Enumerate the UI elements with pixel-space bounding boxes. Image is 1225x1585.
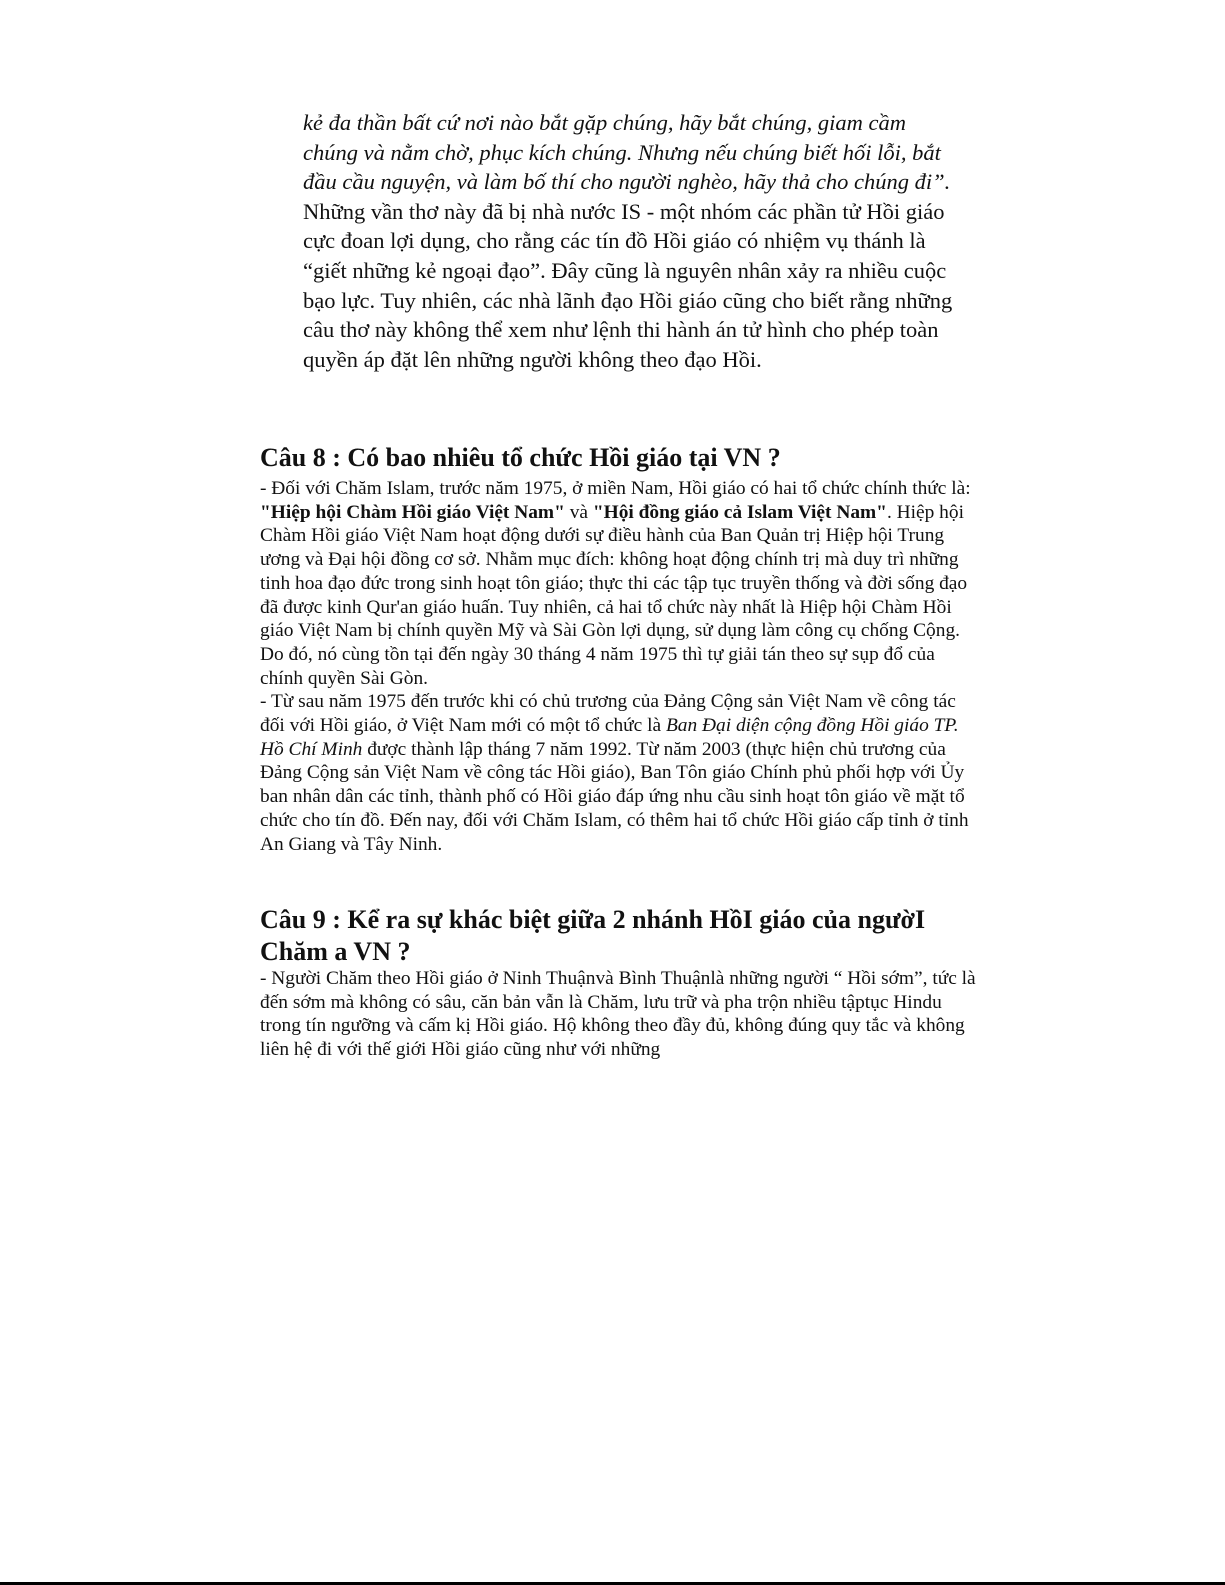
question-9-answer — [260, 967, 980, 1062]
org-name-2: "Hội đồng giáo cả Islam Việt Nam" — [592, 501, 887, 523]
verse-quote-italic: kẻ đa thần bất cứ nơi nào bắt gặp chúng, hãy bắt chúng, giam cầm chúng và nằm chờ, phục kích chúng. Nhưng nếu chúng biết hối lỗi, bắt đầu cầu nguyện, và làm bố thí cho người nghèo, hãy thả cho chúng đi”. — [303, 110, 951, 195]
q8-paragraph-1: - Đối với Chăm Islam, trước năm 1975, ở miền Nam, Hồi giáo có hai tổ chức chính thức là: "Hiệp hội Chàm Hồi giáo Việt Nam" và "Hội đồng giáo cả Islam Việt Nam". Hiệp hội Chàm Hồi giáo Việt Nam hoạt động dưới sự điều hành của Ban Quản trị Hiệp hội Trung ương và Đại hội đồng cơ sở. Nhằm mục đích: không hoạt động chính trị mà duy trì những tinh hoa đạo đức trong sinh hoạt tôn giáo; thực thi các tập tục truyền thống và đời sống đạo đã được kinh Qur'an giáo huấn. Tuy nhiên, cả hai tổ chức này nhất là Hiệp hội Chàm Hồi giáo Việt Nam bị chính quyền Mỹ và Sài Gòn lợi dụng, sử dụng làm công cụ chống Cộng. Do đó, nó cùng tồn tại đến ngày 30 tháng 4 năm 1975 thì tự giải tán theo sự sụp đổ của chính quyền Sài Gòn. — [260, 478, 971, 689]
q8-paragraph-2: - Từ sau năm 1975 đến trước khi có chủ trương của Đảng Cộng sản Việt Nam về công tác đối với Hồi giáo, ở Việt Nam mới có một tổ chức là Ban Đại diện cộng đồng Hồi giáo TP. Hồ Chí Minh được thành lập tháng 7 năm 1992. Từ năm 2003 (thực hiện chủ trương của Đảng Cộng sản Việt Nam về công tác Hồi giáo), Ban Tôn giáo Chính phủ phối hợp với Ủy ban nhân dân các tỉnh, thành phố có Hồi giáo đáp ứng nhu cầu sinh hoạt tôn giáo về mặt tổ chức cho tín đồ. Đến nay, đối với Chăm Islam, có thêm hai tổ chức Hồi giáo cấp tỉnh ở tỉnh An Giang và Tây Ninh. — [260, 691, 969, 855]
question-8-answer — [260, 477, 980, 856]
org-name-hcm: Ban Đại diện cộng đồng Hồi giáo TP. Hồ Chí Minh — [260, 715, 959, 760]
question-9-heading: Câu 9 : Kể ra sự khác biệt giữa 2 nhánh HồI giáo của ngườI Chăm a VN ? — [260, 905, 926, 966]
question-8-heading: Câu 8 : Có bao nhiêu tổ chức Hồi giáo tại VN ? — [260, 443, 781, 472]
org-name-1: "Hiệp hội Chàm Hồi giáo Việt Nam" — [260, 501, 565, 523]
verse-quote-paragraph — [303, 108, 963, 374]
verse-commentary: Những vần thơ này đã bị nhà nước IS - một nhóm các phần tử Hồi giáo cực đoan lợi dụng, cho rằng các tín đồ Hồi giáo có nhiệm vụ thánh là “giết những kẻ ngoại đạo”. Đây cũng là nguyên nhân xảy ra nhiều cuộc bạo lực. Tuy nhiên, các nhà lãnh đạo Hồi giáo cũng cho biết rằng những câu thơ này không thể xem như lệnh thi hành án tử hình cho phép toàn quyền áp đặt lên những người không theo đạo Hồi. — [303, 198, 953, 372]
q9-paragraph-1: - Người Chăm theo Hồi giáo ở Ninh Thuậnvà Bình Thuậnlà những người “ Hồi sớm”, tức là đến sớm mà không có sâu, căn bản vẫn là Chăm, lưu trữ và pha trộn nhiều tậptục Hindu trong tín ngưỡng và cấm kị Hồi giáo. Hộ không theo đầy đủ, không đúng quy tắc và không liên hệ đi với thế giới Hồi giáo cũng như với những — [260, 968, 976, 1061]
